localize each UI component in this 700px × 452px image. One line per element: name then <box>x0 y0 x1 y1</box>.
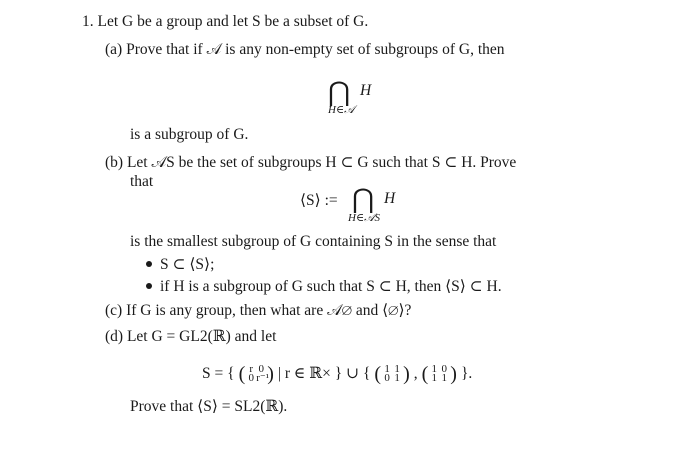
part-c-statement <box>105 302 411 320</box>
set-comma: , <box>413 365 418 382</box>
display-subscript: H∈𝒜S <box>348 212 380 224</box>
part-b-text-line1: Let 𝒜S be the set of subgroups H ⊂ G such that S ⊂ H. Prove <box>126 154 517 171</box>
intersection-symbol: ⋂ <box>328 77 351 108</box>
intersection-symbol: ⋂ <box>352 184 375 215</box>
matrix-lower: ( 1 0 1 1 ) <box>421 363 457 385</box>
part-c-label: (c) <box>105 302 123 319</box>
part-b-text-line2: that <box>130 173 154 190</box>
matrix-entry: 1 <box>431 363 438 375</box>
part-a-after: is a subgroup of G. <box>130 126 249 143</box>
set-prefix: S = { <box>202 365 235 382</box>
problem-intro-text: Let G be a group and let S be a subset of G. <box>97 13 369 30</box>
matrix-entry: r⁻¹ <box>256 372 270 384</box>
matrix-diag: ( r 0 0 r⁻¹ ) <box>238 363 274 385</box>
part-d-conclusion: Prove that ⟨S⟩ = SL2(ℝ). <box>130 398 288 415</box>
display-var-h: H <box>360 82 372 99</box>
bullet-text: S ⊂ ⟨S⟩; <box>160 256 215 273</box>
matrix-entry: 1 <box>441 372 448 384</box>
set-definition <box>202 364 472 384</box>
part-c-text: If G is any group, then what are 𝒜∅ and ⟨∅⟩? <box>126 302 412 319</box>
part-d-statement <box>105 328 276 346</box>
part-b-after: is the smallest subgroup of G containing S in the sense that <box>130 233 497 250</box>
display-subscript: H∈𝒜 <box>328 104 355 116</box>
display-lhs: ⟨S⟩ := <box>300 192 338 209</box>
matrix-entry: 0 <box>441 363 448 375</box>
set-suffix: }. <box>460 365 473 382</box>
part-b-label: (b) <box>105 154 124 171</box>
bullet-text: if H is a subgroup of G such that S ⊂ H, then ⟨S⟩ ⊂ H. <box>160 278 502 295</box>
problem-intro <box>82 13 368 31</box>
bullet-icon <box>146 261 152 267</box>
part-a-text: Prove that if 𝒜 is any non-empty set of subgroups of G, then <box>126 41 505 58</box>
bullet-item <box>146 278 502 296</box>
display-var-h: H <box>384 190 396 207</box>
problem-number: 1. <box>82 13 94 30</box>
part-a-statement <box>105 41 505 59</box>
bullet-item <box>146 256 214 274</box>
matrix-upper: ( 1 1 0 1 ) <box>374 363 410 385</box>
part-d-label: (d) <box>105 328 124 345</box>
matrix-entry: r <box>249 363 254 375</box>
matrix-entry: 0 <box>248 372 254 384</box>
set-middle: | r ∈ ℝ× } ∪ { <box>277 365 371 382</box>
matrix-entry: 0 <box>384 372 390 384</box>
matrix-entry: 1 <box>394 372 400 384</box>
matrix-entry: 1 <box>431 372 438 384</box>
matrix-entry: 0 <box>258 363 264 375</box>
bullet-icon <box>146 283 152 289</box>
matrix-entry: 1 <box>394 363 400 375</box>
part-a-label: (a) <box>105 41 123 58</box>
matrix-entry: 1 <box>384 363 390 375</box>
part-d-text: Let G = GL2(ℝ) and let <box>126 328 277 345</box>
part-b-statement <box>105 154 516 172</box>
